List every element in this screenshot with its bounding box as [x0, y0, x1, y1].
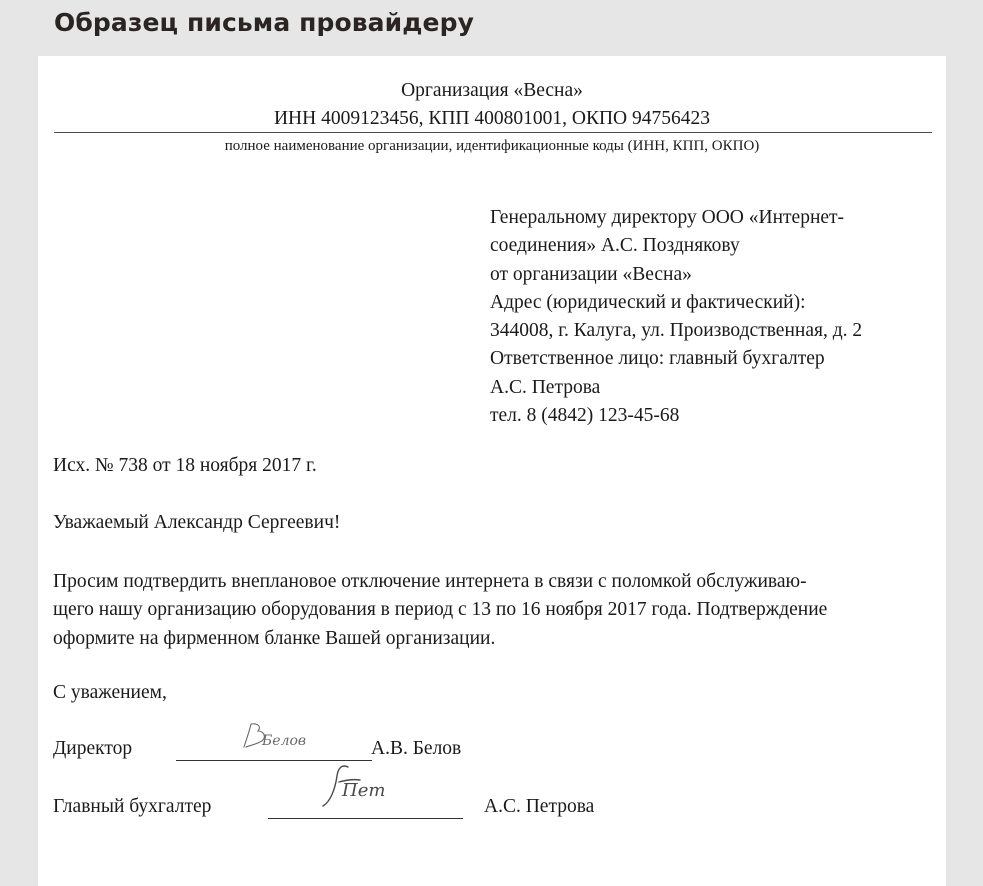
org-name: Организация «Весна»	[401, 80, 583, 101]
addressee-block	[490, 204, 862, 430]
org-codes: ИНН 4009123456, КПП 400801001, ОКПО 94756423	[273, 108, 711, 129]
accountant-name: А.С. Петрова	[484, 796, 595, 817]
addressee-line: А.С. Петрова	[490, 376, 601, 398]
addressee-line: Ответственное лицо: главный бухгалтер	[490, 348, 825, 370]
accountant-signature	[320, 758, 416, 814]
accountant-signature-text: Пет	[342, 780, 386, 801]
body-line: Просим подтвердить внеплановое отключение интернета в связи с поломкой обслуживаю-	[53, 571, 807, 592]
page-title: Образец письма провайдеру	[54, 8, 475, 37]
addressee-line: соединения» А.С. Позднякову	[490, 235, 740, 257]
accountant-signature-line	[268, 818, 463, 819]
org-caption: полное наименование организации, идентификационные коды (ИНН, КПП, ОКПО)	[224, 138, 760, 154]
director-role: Директор	[53, 738, 133, 759]
outgoing-reference: Исх. № 738 от 18 ноября 2017 г.	[53, 455, 317, 476]
closing: С уважением,	[53, 682, 167, 703]
addressee-line: тел. 8 (4842) 123-45-68	[490, 405, 680, 427]
body-line: щего нашу организацию оборудования в период с 13 по 16 ноября 2017 года. Подтверждение	[53, 599, 828, 621]
director-name: А.В. Белов	[371, 738, 462, 759]
director-signature	[238, 720, 318, 754]
addressee-line: Генеральному директору ООО «Интернет-	[490, 207, 845, 228]
addressee-line: 344008, г. Калуга, ул. Производственная, д. 2	[490, 320, 863, 342]
org-divider	[54, 132, 932, 133]
body-line: оформите на фирменном бланке Вашей организации.	[53, 627, 496, 649]
letter-body	[53, 568, 938, 653]
addressee-line: от организации «Весна»	[490, 263, 692, 285]
letter-sheet	[38, 56, 946, 886]
director-signature-text: Белов	[262, 733, 307, 749]
accountant-role: Главный бухгалтер	[53, 796, 212, 817]
addressee-line: Адрес (юридический и фактический):	[490, 291, 806, 313]
greeting: Уважаемый Александр Сергеевич!	[53, 512, 341, 533]
